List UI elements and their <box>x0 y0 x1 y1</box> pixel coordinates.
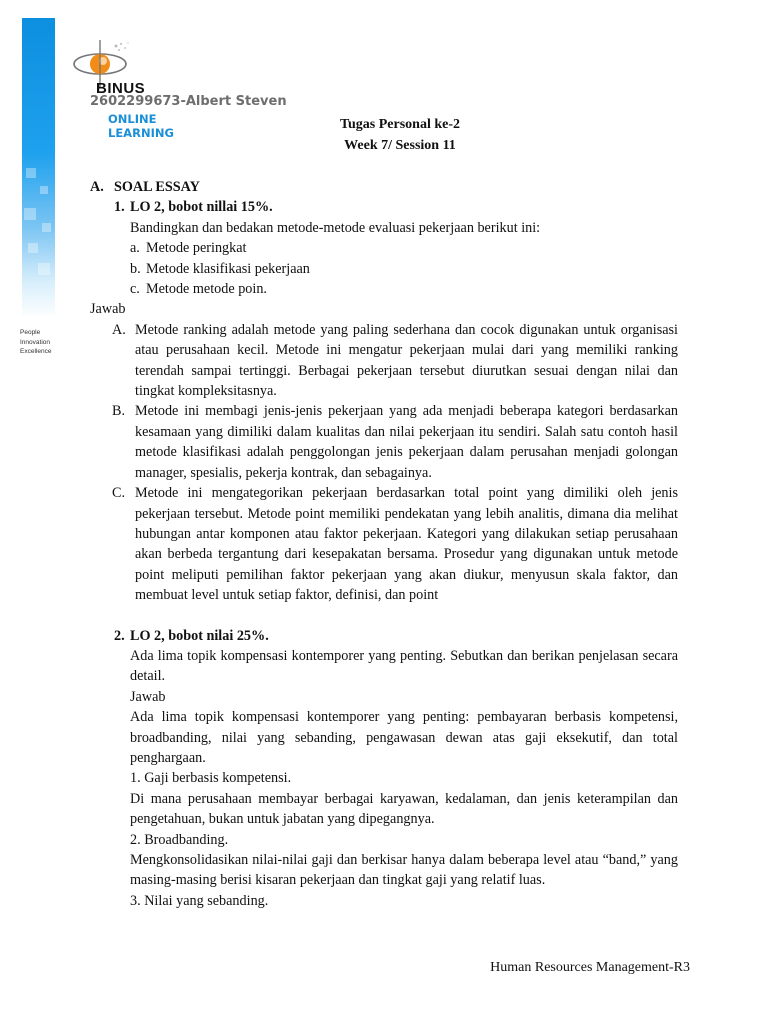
answer-2-paragraph: 1. Gaji berbasis kompetensi. <box>130 770 292 787</box>
online-label: ONLINE <box>108 112 157 126</box>
answer-label: B. <box>112 403 126 420</box>
section-label: A. <box>90 179 104 195</box>
answer-2-paragraph: 2. Broadbanding. <box>130 831 229 848</box>
answer-text: Metode ini mengategorikan pekerjaan berdasarkan total point yang dimiliki oleh jenis pekerjaan tersebut. Metode point memiliki pendekatan yang lebih analitis, dimana dia melihat hubungan antar komponen atau faktor pekerjaan. Kategori yang dilakukan setiap perusahaan akan berbeda tergantung dari kesepakatan bersama. Prosedur yang digunakan untuk metode point meliputi pemilihan faktor pekerjaan yang akan diukur, menyusun skala faktor, dan membuat level untuk setiap faktor, definisi, dan point <box>135 485 678 604</box>
answer-label: A. <box>112 321 126 338</box>
brand-sidebar-stripe <box>22 18 55 318</box>
answer-2-paragraph: 3. Nilai yang sebanding. <box>130 892 269 909</box>
learning-label: LEARNING <box>108 126 174 140</box>
question-2-prompt: Ada lima topik kompensasi kontemporer yang penting. Sebutkan dan berikan penjelasan secara detail. <box>130 647 678 685</box>
page-footer: Human Resources Management-R3 <box>490 960 690 975</box>
tagline-line-3: Excellence <box>20 348 52 355</box>
option-label: a. <box>130 240 140 257</box>
question-1-option <box>130 238 678 258</box>
assignment-title: Tugas Personal ke-2 <box>339 117 461 132</box>
option-text: Metode peringkat <box>146 240 247 257</box>
answer-1-heading: Jawab <box>90 301 126 318</box>
option-label: b. <box>130 260 141 277</box>
question-2-block <box>90 626 678 912</box>
tagline-line-1: People <box>20 329 41 336</box>
section-title: SOAL ESSAY <box>114 179 200 195</box>
binus-logo-text: BINUS <box>96 80 146 97</box>
question-1-title: LO 2, bobot nillai 15%. <box>130 199 273 216</box>
answer-2-paragraph: Di mana perusahaan membayar berbagai karyawan, kedalaman, dan jenis keterampilan dan pengetahuan, bukan untuk jabatan yang dipegangnya. <box>130 790 678 828</box>
answer-1-item <box>112 401 678 483</box>
answer-text: Metode ini membagi jenis-jenis pekerjaan yang ada menjadi beberapa kategori berdasarkan kesamaan yang dimiliki dalam kualitas dan nilai pekerjaan itu sendiri. Salah satu contoh hasil metode klasifikasi adalah penggolongan jenis pekerjaan dalam perusahan menjadi golongan manager, spesialis, pekerja kontrak, dan sebagainya. <box>135 403 678 481</box>
answer-text: Metode ranking adalah metode yang paling sederhana dan cocok digunakan untuk organisasi atau perusahaan kecil. Metode ini mengatur pekerjaan mulai dari yang memiliki ranking terendah sampai tertinggi. Berbagai pekerjaan tersebut diurutkan sesuai dengan nilai dan tingkat kompleksitasnya. <box>135 321 678 400</box>
answer-1-item <box>112 483 678 605</box>
question-2-number: 2. <box>114 627 125 644</box>
tagline-line-2: Innovation <box>20 338 50 346</box>
answer-1-item <box>112 320 678 402</box>
question-1-option <box>130 259 678 279</box>
option-label: c. <box>130 281 140 298</box>
document-body <box>90 177 678 911</box>
answer-2-paragraph: Mengkonsolidasikan nilai-nilai gaji dan berkisar hanya dalam beberapa level atau “band,” yang masing-masing berisi kisaran pekerjaan dan tingkat gaji yang relatif luas. <box>130 852 678 889</box>
option-text: Metode metode poin. <box>146 281 267 298</box>
question-2-title: LO 2, bobot nilai 25%. <box>130 627 269 644</box>
question-2-heading <box>114 626 678 646</box>
question-1-number: 1. <box>114 199 125 216</box>
option-text: Metode klasifikasi pekerjaan <box>146 260 310 277</box>
student-id: 2602299673-Albert Steven <box>90 94 287 109</box>
question-1-prompt: Bandingkan dan bedakan metode-metode evaluasi pekerjaan berikut ini: <box>130 219 541 236</box>
assignment-subtitle: Week 7/ Session 11 <box>344 138 456 153</box>
answer-label: C. <box>112 485 126 502</box>
answer-2-heading: Jawab <box>130 688 166 705</box>
question-1-heading <box>114 197 678 217</box>
question-1-option <box>130 279 678 299</box>
answer-2-paragraph: Ada lima topik kompensasi kontemporer yang penting: pembayaran berbasis kompetensi, broadbanding, nilai yang sebanding, pengawasan dewan atas gaji eksekutif, dan total penghargaan. <box>130 709 678 766</box>
section-heading <box>90 177 678 197</box>
brand-tagline <box>20 328 51 357</box>
